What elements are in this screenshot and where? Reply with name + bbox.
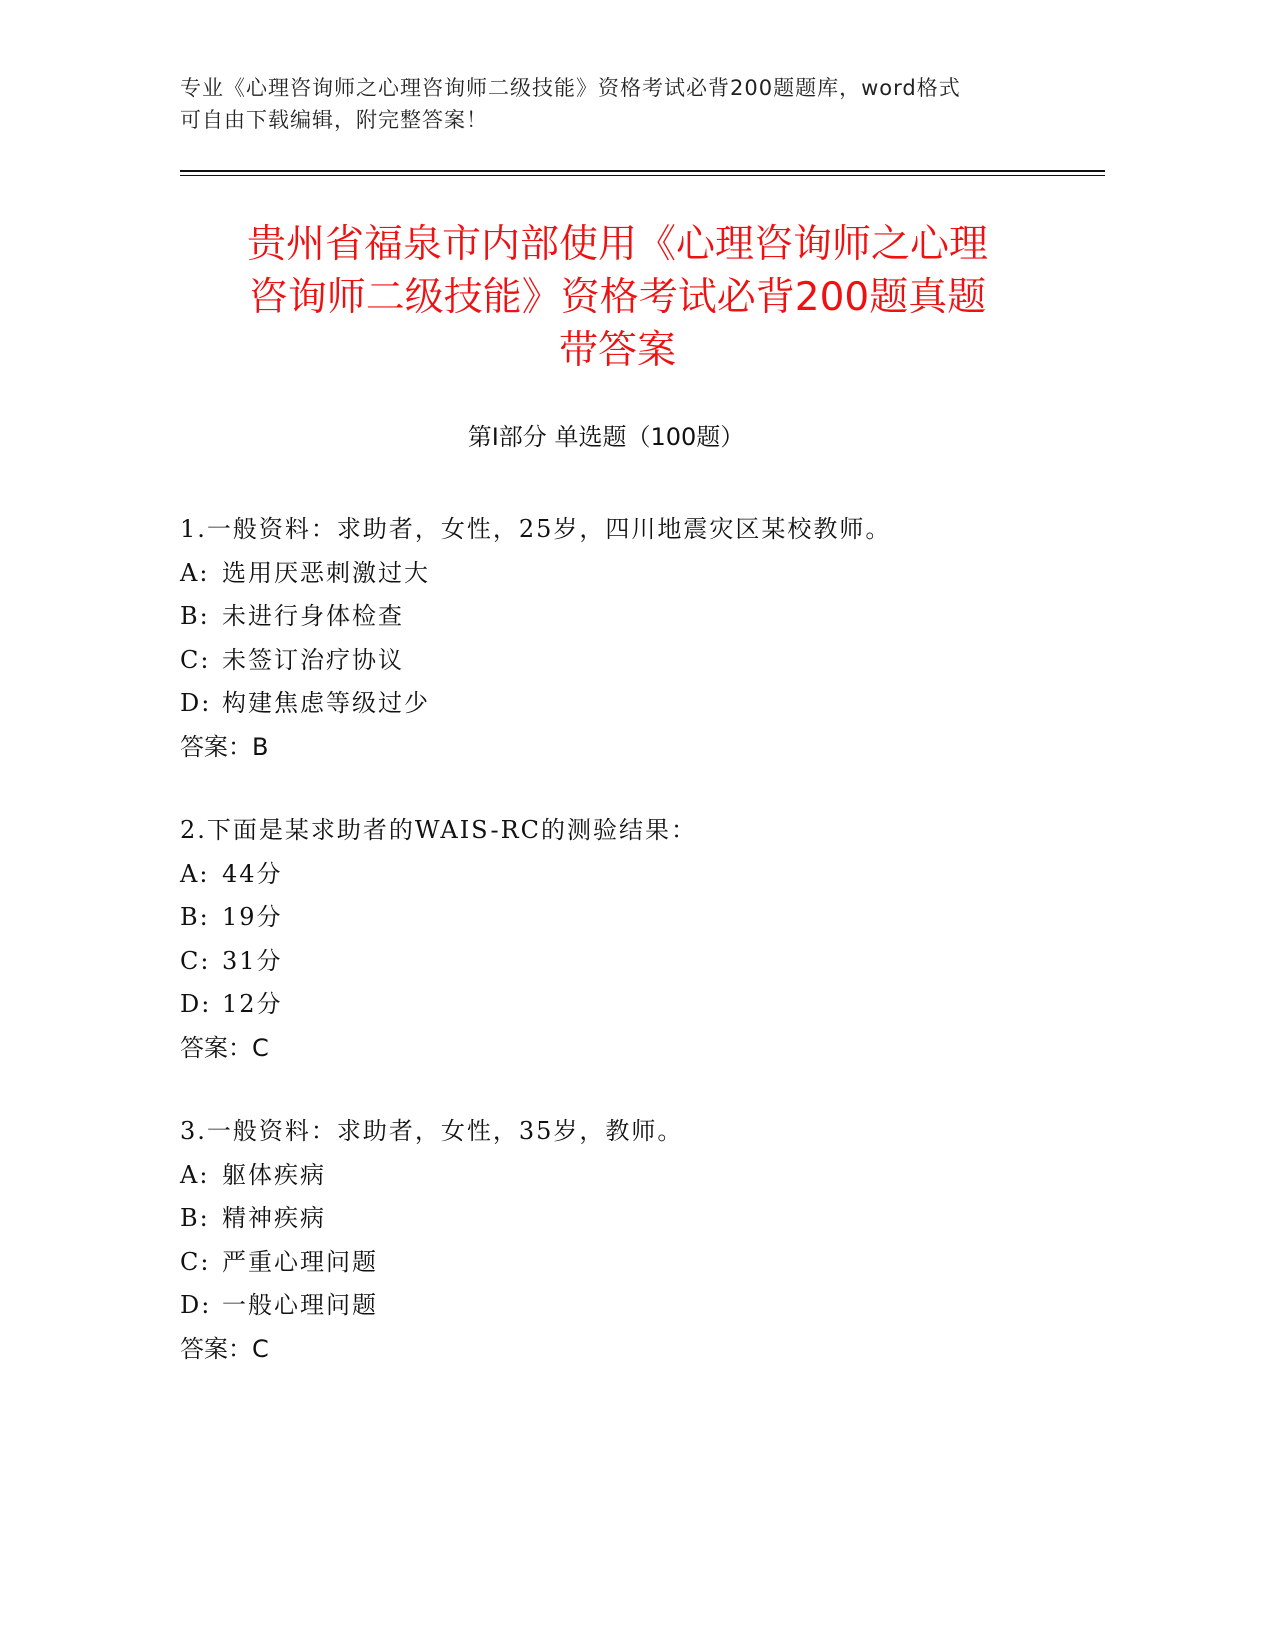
header-divider — [180, 170, 1105, 172]
question-item — [180, 1110, 1080, 1371]
section-heading: 第Ⅰ部分 单选题（100题） — [467, 423, 745, 451]
option-b — [180, 1197, 1080, 1241]
option-text: 19分 — [222, 903, 283, 931]
title-line: 贵州省福泉市内部使用《心理咨询师之心理 — [246, 222, 988, 267]
option-text: 未签订治疗协议 — [222, 645, 404, 674]
document-title — [150, 218, 1085, 377]
option-text: 一般心理问题 — [222, 1291, 378, 1319]
option-letter: C: — [180, 946, 211, 975]
option-letter: B: — [180, 602, 210, 630]
option-text: 严重心理问题 — [222, 1247, 378, 1276]
answer-line: 答案：C — [180, 1033, 269, 1062]
option-text: 12分 — [222, 990, 283, 1018]
option-letter: B: — [180, 1204, 210, 1232]
answer-line: 答案：B — [180, 732, 269, 761]
answer-line: 答案：C — [180, 1334, 269, 1363]
question-item — [180, 508, 1080, 769]
option-text: 构建焦虑等级过少 — [222, 689, 430, 717]
option-letter: A: — [180, 1160, 210, 1189]
option-text: 31分 — [222, 946, 283, 975]
option-letter: D: — [180, 1291, 212, 1319]
question-stem: 2.下面是某求助者的WAIS-RC的测验结果： — [180, 816, 698, 844]
option-text: 44分 — [222, 859, 283, 888]
option-c — [180, 639, 1080, 683]
option-text: 精神疾病 — [222, 1204, 326, 1232]
option-d — [180, 1284, 1080, 1328]
header-note-line: 可自由下载编辑，附完整答案！ — [180, 108, 488, 132]
option-d — [180, 682, 1080, 726]
option-letter: C: — [180, 645, 211, 674]
title-line: 咨询师二级技能》资格考试必背200题真题 — [248, 275, 987, 320]
option-letter: A: — [180, 859, 210, 888]
option-a — [180, 552, 1080, 596]
option-letter: C: — [180, 1247, 211, 1276]
header-note — [180, 72, 1040, 136]
option-d — [180, 983, 1080, 1027]
option-a — [180, 1154, 1080, 1198]
title-line: 带答案 — [558, 328, 676, 373]
option-b — [180, 595, 1080, 639]
option-text: 选用厌恶刺激过大 — [222, 558, 430, 587]
option-letter: D: — [180, 990, 212, 1018]
header-divider-thin — [180, 175, 1105, 176]
question-stem: 3.一般资料：求助者，女性，35岁，教师。 — [180, 1117, 684, 1145]
option-b — [180, 896, 1080, 940]
header-note-line: 专业《心理咨询师之心理咨询师二级技能》资格考试必背200题题库，word格式 — [180, 76, 961, 100]
option-c — [180, 940, 1080, 984]
option-c — [180, 1241, 1080, 1285]
option-a — [180, 853, 1080, 897]
question-stem: 1.一般资料：求助者，女性，25岁，四川地震灾区某校教师。 — [180, 515, 892, 543]
option-letter: A: — [180, 558, 210, 587]
question-item — [180, 809, 1080, 1070]
option-letter: D: — [180, 689, 212, 717]
option-text: 未进行身体检查 — [222, 602, 404, 630]
question-list — [180, 508, 1080, 1411]
option-text: 躯体疾病 — [222, 1160, 326, 1189]
option-letter: B: — [180, 903, 210, 931]
